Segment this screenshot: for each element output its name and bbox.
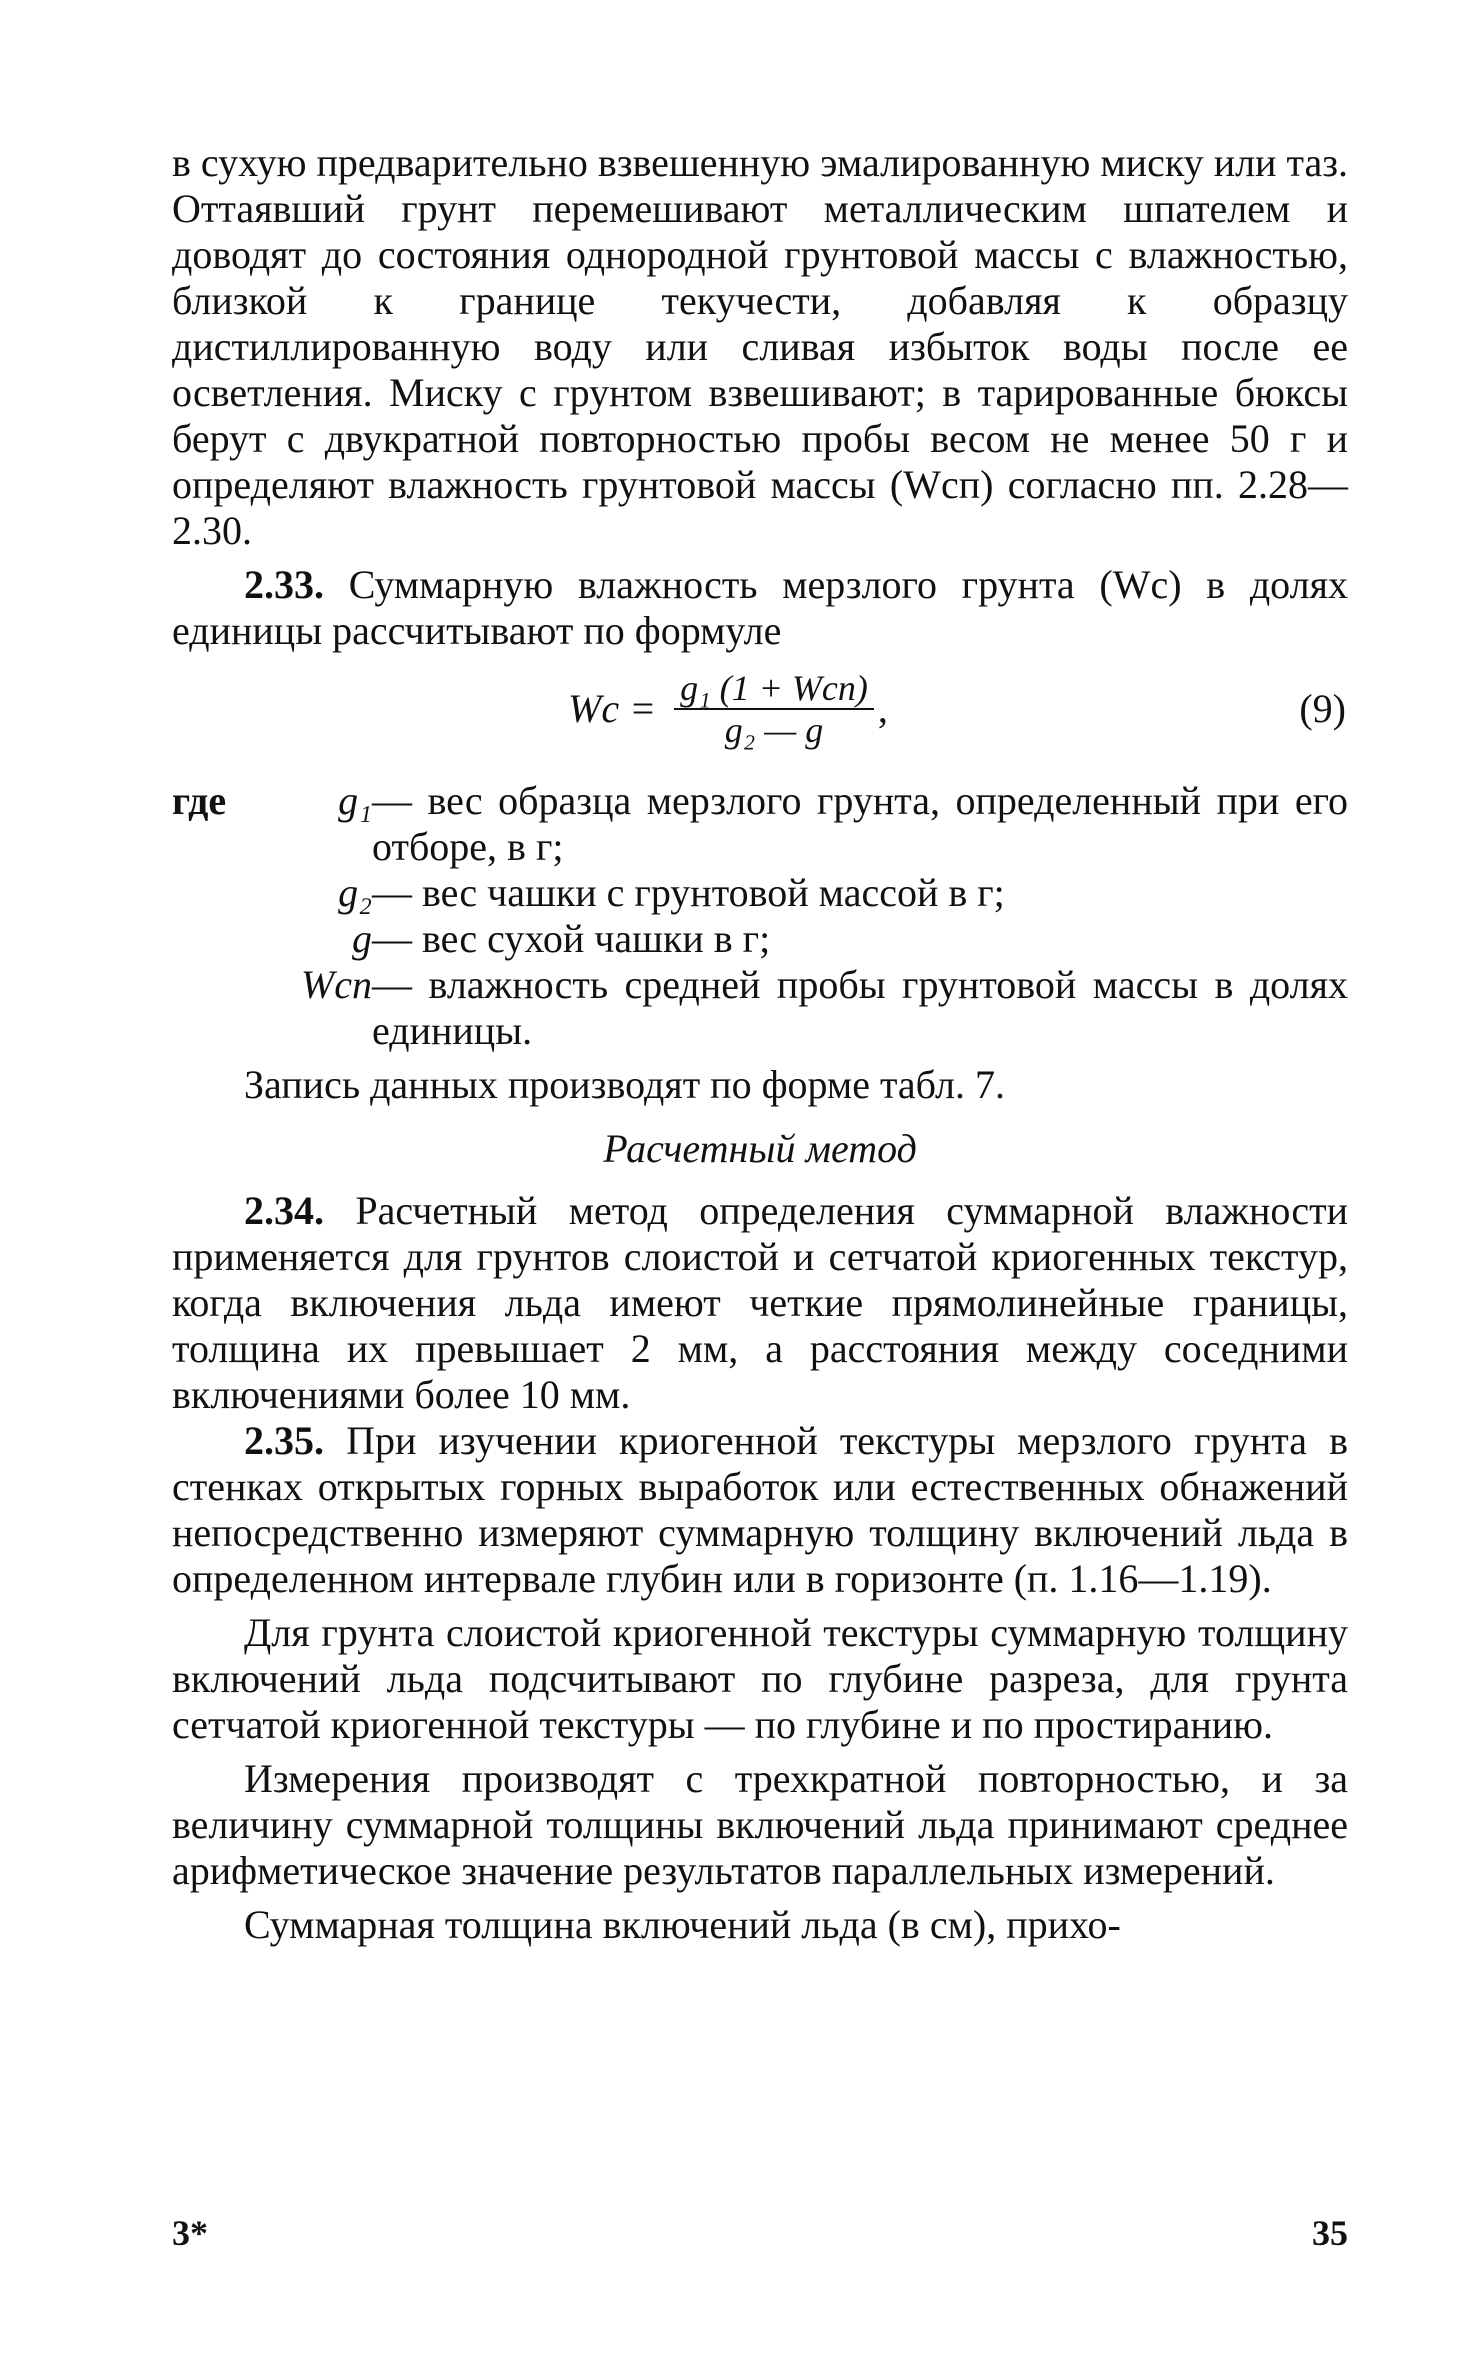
- definition-text: — вес чашки с грунтовой массой в г;: [372, 870, 1005, 915]
- formula-numerator: g₁ (1 + Wсп): [674, 668, 874, 710]
- definition-item: [172, 916, 1348, 962]
- page-number: 35: [1312, 2213, 1348, 2253]
- section-text: Суммарную влажность мерзлого грунта (Wс) в долях единицы рассчитывают по формуле: [172, 562, 1348, 653]
- definition-item: [172, 962, 1348, 1054]
- definitions-list: [172, 778, 1348, 1054]
- signature-mark: 3*: [172, 2213, 208, 2253]
- formula-trail: ,: [877, 686, 888, 731]
- definition-text: — влажность средней пробы грунтовой массы в долях единицы.: [372, 962, 1348, 1053]
- formula-9: [172, 664, 1348, 772]
- section-heading: Расчетный метод: [603, 1126, 917, 1171]
- paragraph-continuation: в сухую предварительно взвешенную эмалированную миску или таз. Оттаявший грунт перемешивают металлическим шпателем и доводят до состояния однородной грунтовой массы с влажностью, близкой к границе текучести, добавляя к образцу дистиллированную воду или сливая избыток воды после ее осветления. Миску с грунтом взвешивают; в тарированные бюксы берут с двукратной повторностью пробы весом не менее 50 г и определяют влажность грунтовой массы (Wсп) согласно пп. 2.28—2.30.: [172, 140, 1348, 553]
- section-2-34: [172, 1188, 1348, 1418]
- section-text: Расчетный метод определения суммарной влажности применяется для грунтов слоистой и сетчатой криогенных текстур, когда включения льда имеют четкие прямолинейные границы, толщина их превышает 2 мм, а расстояния между соседними включениями более 10 мм.: [172, 1188, 1348, 1417]
- definition-item: [172, 778, 1348, 870]
- formula-denominator: g₂ — g: [724, 710, 824, 750]
- formula-lhs: Wс =: [568, 686, 657, 731]
- formula-expression: [568, 668, 888, 750]
- definition-text: — вес образца мерзлого грунта, определенный при его отборе, в г;: [372, 778, 1348, 869]
- formula-fraction: [674, 668, 874, 750]
- formula-number: (9): [1299, 686, 1346, 731]
- definition-symbol: Wсп: [300, 962, 372, 1007]
- record-note: Запись данных производят по форме табл. 7.: [244, 1062, 1005, 1107]
- section-number: 2.34.: [244, 1188, 324, 1233]
- section-2-33: [172, 562, 1348, 654]
- definition-item: [172, 870, 1348, 916]
- definition-text: — вес сухой чашки в г;: [372, 916, 771, 961]
- definition-symbol: g: [352, 916, 372, 961]
- section-text: При изучении криогенной текстуры мерзлого грунта в стенках открытых горных выработок или естественных обнажений непосредственно измеряют суммарную толщину включений льда в определенном интервале глубин или в горизонте (п. 1.16—1.19).: [172, 1418, 1348, 1601]
- section-number: 2.35.: [244, 1418, 324, 1463]
- page-footer: [172, 2210, 1348, 2256]
- paragraph-layered-texture: Для грунта слоистой криогенной текстуры суммарную толщину включений льда подсчитывают по глубине разреза, для грунта сетчатой криогенной текстуры — по глубине и по простиранию.: [172, 1610, 1348, 1747]
- paragraph-last-line: Суммарная толщина включений льда (в см), прихо-: [244, 1902, 1121, 1947]
- definition-symbol: g₁: [338, 778, 372, 823]
- section-number: 2.33.: [244, 562, 324, 607]
- definition-symbol: g₂: [338, 870, 372, 915]
- definition-symbol-cell: [172, 778, 372, 870]
- section-2-35: [172, 1418, 1348, 1602]
- paragraph-measurements: Измерения производят с трехкратной повторностью, и за величину суммарной толщины включений льда принимают среднее арифметическое значение результатов параллельных измерений.: [172, 1756, 1348, 1893]
- definitions-lead: где: [172, 778, 227, 823]
